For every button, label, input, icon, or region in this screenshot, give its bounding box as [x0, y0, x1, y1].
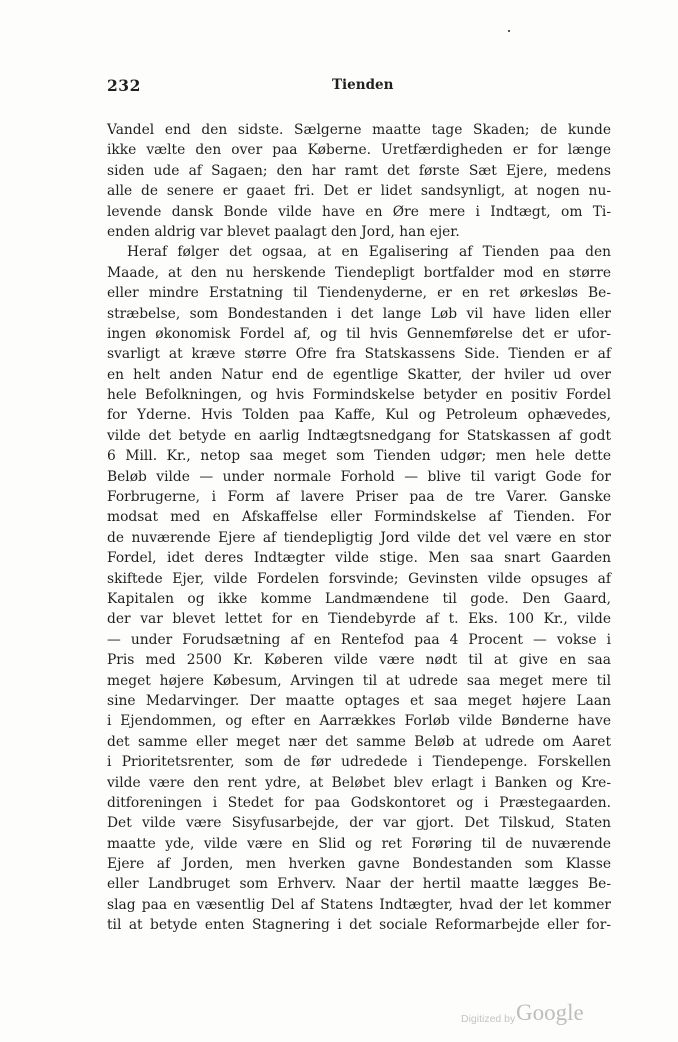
- text-line: modsat med en Afskaffelse eller Formindskelse af Tienden. For: [107, 509, 611, 526]
- text-line: der var blevet lettet for en Tiendebyrde af t. Eks. 100 Kr., vilde: [107, 611, 611, 628]
- text-line: ditforeningen i Stedet for paa Godskontoret og i Præstegaarden.: [107, 794, 611, 811]
- text-line: til at betyde enten Stagnering i det sociale Reformarbejde eller for-: [107, 917, 611, 934]
- text-line: eller mindre Erstatning til Tiendenyderne, er en ret ørkesløs Be-: [107, 285, 611, 302]
- text-line: en helt anden Natur end de egentlige Skatter, der hviler ud over: [107, 366, 611, 383]
- text-line: svarligt at kræve større Ofre fra Statskassens Side. Tienden er af: [107, 346, 611, 363]
- text-line: Vandel end den sidste. Sælgerne maatte tage Skaden; de kunde: [107, 122, 611, 138]
- text-line: Maade, at den nu herskende Tiendepligt bortfalder mod en større: [107, 264, 611, 281]
- text-line: enden aldrig var blevet paalagt den Jord, han ejer.: [107, 223, 460, 240]
- text-line: Det vilde være Sisyfusarbejde, der var gjort. Det Tilskud, Staten: [107, 815, 611, 832]
- text-line: hele Befolkningen, og hvis Formindskelse betyder en positiv Fordel: [107, 387, 611, 404]
- text-line: siden ude af Sagaen; den har ramt det første Sæt Ejere, medens: [107, 162, 611, 179]
- text-line: Kapitalen og ikke komme Landmændene til gode. Den Gaard,: [107, 590, 611, 607]
- text-line: vilde det betyde en aarlig Indtægtsnedgang for Statskassen af godt: [107, 427, 611, 444]
- text-line: sine Medarvinger. Der maatte optages et saa meget højere Laan: [107, 692, 611, 709]
- body-text: [107, 120, 611, 936]
- text-line: Beløb vilde — under normale Forhold — blive til varigt Gode for: [107, 468, 611, 485]
- text-line: 6 Mill. Kr., netop saa meget som Tienden udgør; men hele dette: [107, 448, 611, 465]
- text-line: — under Forudsætning af en Rentefod paa 4 Procent — vokse i: [107, 631, 611, 648]
- text-line: Heraf følger det ogsaa, at en Egalisering af Tienden paa den: [127, 244, 611, 261]
- text-line: alle de senere er gaaet fri. Det er lidet sandsynligt, at nogen nu-: [107, 183, 611, 200]
- text-line: ingen økonomisk Fordel af, og til hvis Gennemførelse det er ufor-: [107, 325, 611, 342]
- watermark-prefix: Digitized by: [461, 1013, 516, 1025]
- text-line: Forbrugerne, i Form af lavere Priser paa de tre Varer. Ganske: [107, 489, 611, 506]
- text-line: for Yderne. Hvis Tolden paa Kaffe, Kul og Petroleum ophævedes,: [107, 407, 611, 424]
- running-head: [107, 76, 611, 98]
- text-line: maatte yde, vilde være en Slid og ret Forøring til de nuværende: [107, 835, 611, 852]
- text-line: skiftede Ejer, vilde Fordelen forsvinde; Gevinsten vilde opsuges af: [107, 570, 611, 587]
- text-line: slag paa en væsentlig Del af Statens Indtægter, hvad der let kommer: [107, 896, 611, 913]
- text-line: i Prioritetsrenter, som de før udredede i Tiendepenge. Forskellen: [107, 754, 611, 771]
- stray-scan-mark: [508, 30, 510, 32]
- running-title: Tienden: [332, 77, 394, 93]
- text-line: meget højere Købesum, Arvingen til at udrede saa meget mere til: [107, 672, 611, 689]
- text-line: vilde være den rent ydre, at Beløbet blev erlagt i Banken og Kre-: [107, 774, 611, 791]
- google-logo: Google: [516, 1000, 584, 1025]
- text-line: stræbelse, som Bondestanden i det lange Løb vil have liden eller: [107, 305, 611, 322]
- page-number: 232: [107, 76, 141, 95]
- text-line: eller Landbruget som Erhverv. Naar der hertil maatte lægges Be-: [107, 876, 611, 893]
- text-line: Pris med 2500 Kr. Køberen vilde være nødt til at give en saa: [107, 652, 611, 669]
- text-line: det samme eller meget nær det samme Beløb at udrede om Aaret: [107, 733, 611, 750]
- text-line: Fordel, idet deres Indtægter vilde stige. Men saa snart Gaarden: [107, 550, 611, 567]
- text-line: de nuværende Ejere af tiendepligtig Jord vilde det vel være en stor: [107, 529, 611, 546]
- text-line: Ejere af Jorden, men hverken gavne Bondestanden som Klasse: [107, 856, 611, 873]
- text-line: levende dansk Bonde vilde have en Øre mere i Indtægt, om Ti-: [107, 203, 611, 220]
- text-line: i Ejendommen, og efter en Aarrækkes Forløb vilde Bønderne have: [107, 713, 611, 730]
- text-line: ikke vælte den over paa Køberne. Uretfærdigheden er for længe: [107, 142, 611, 159]
